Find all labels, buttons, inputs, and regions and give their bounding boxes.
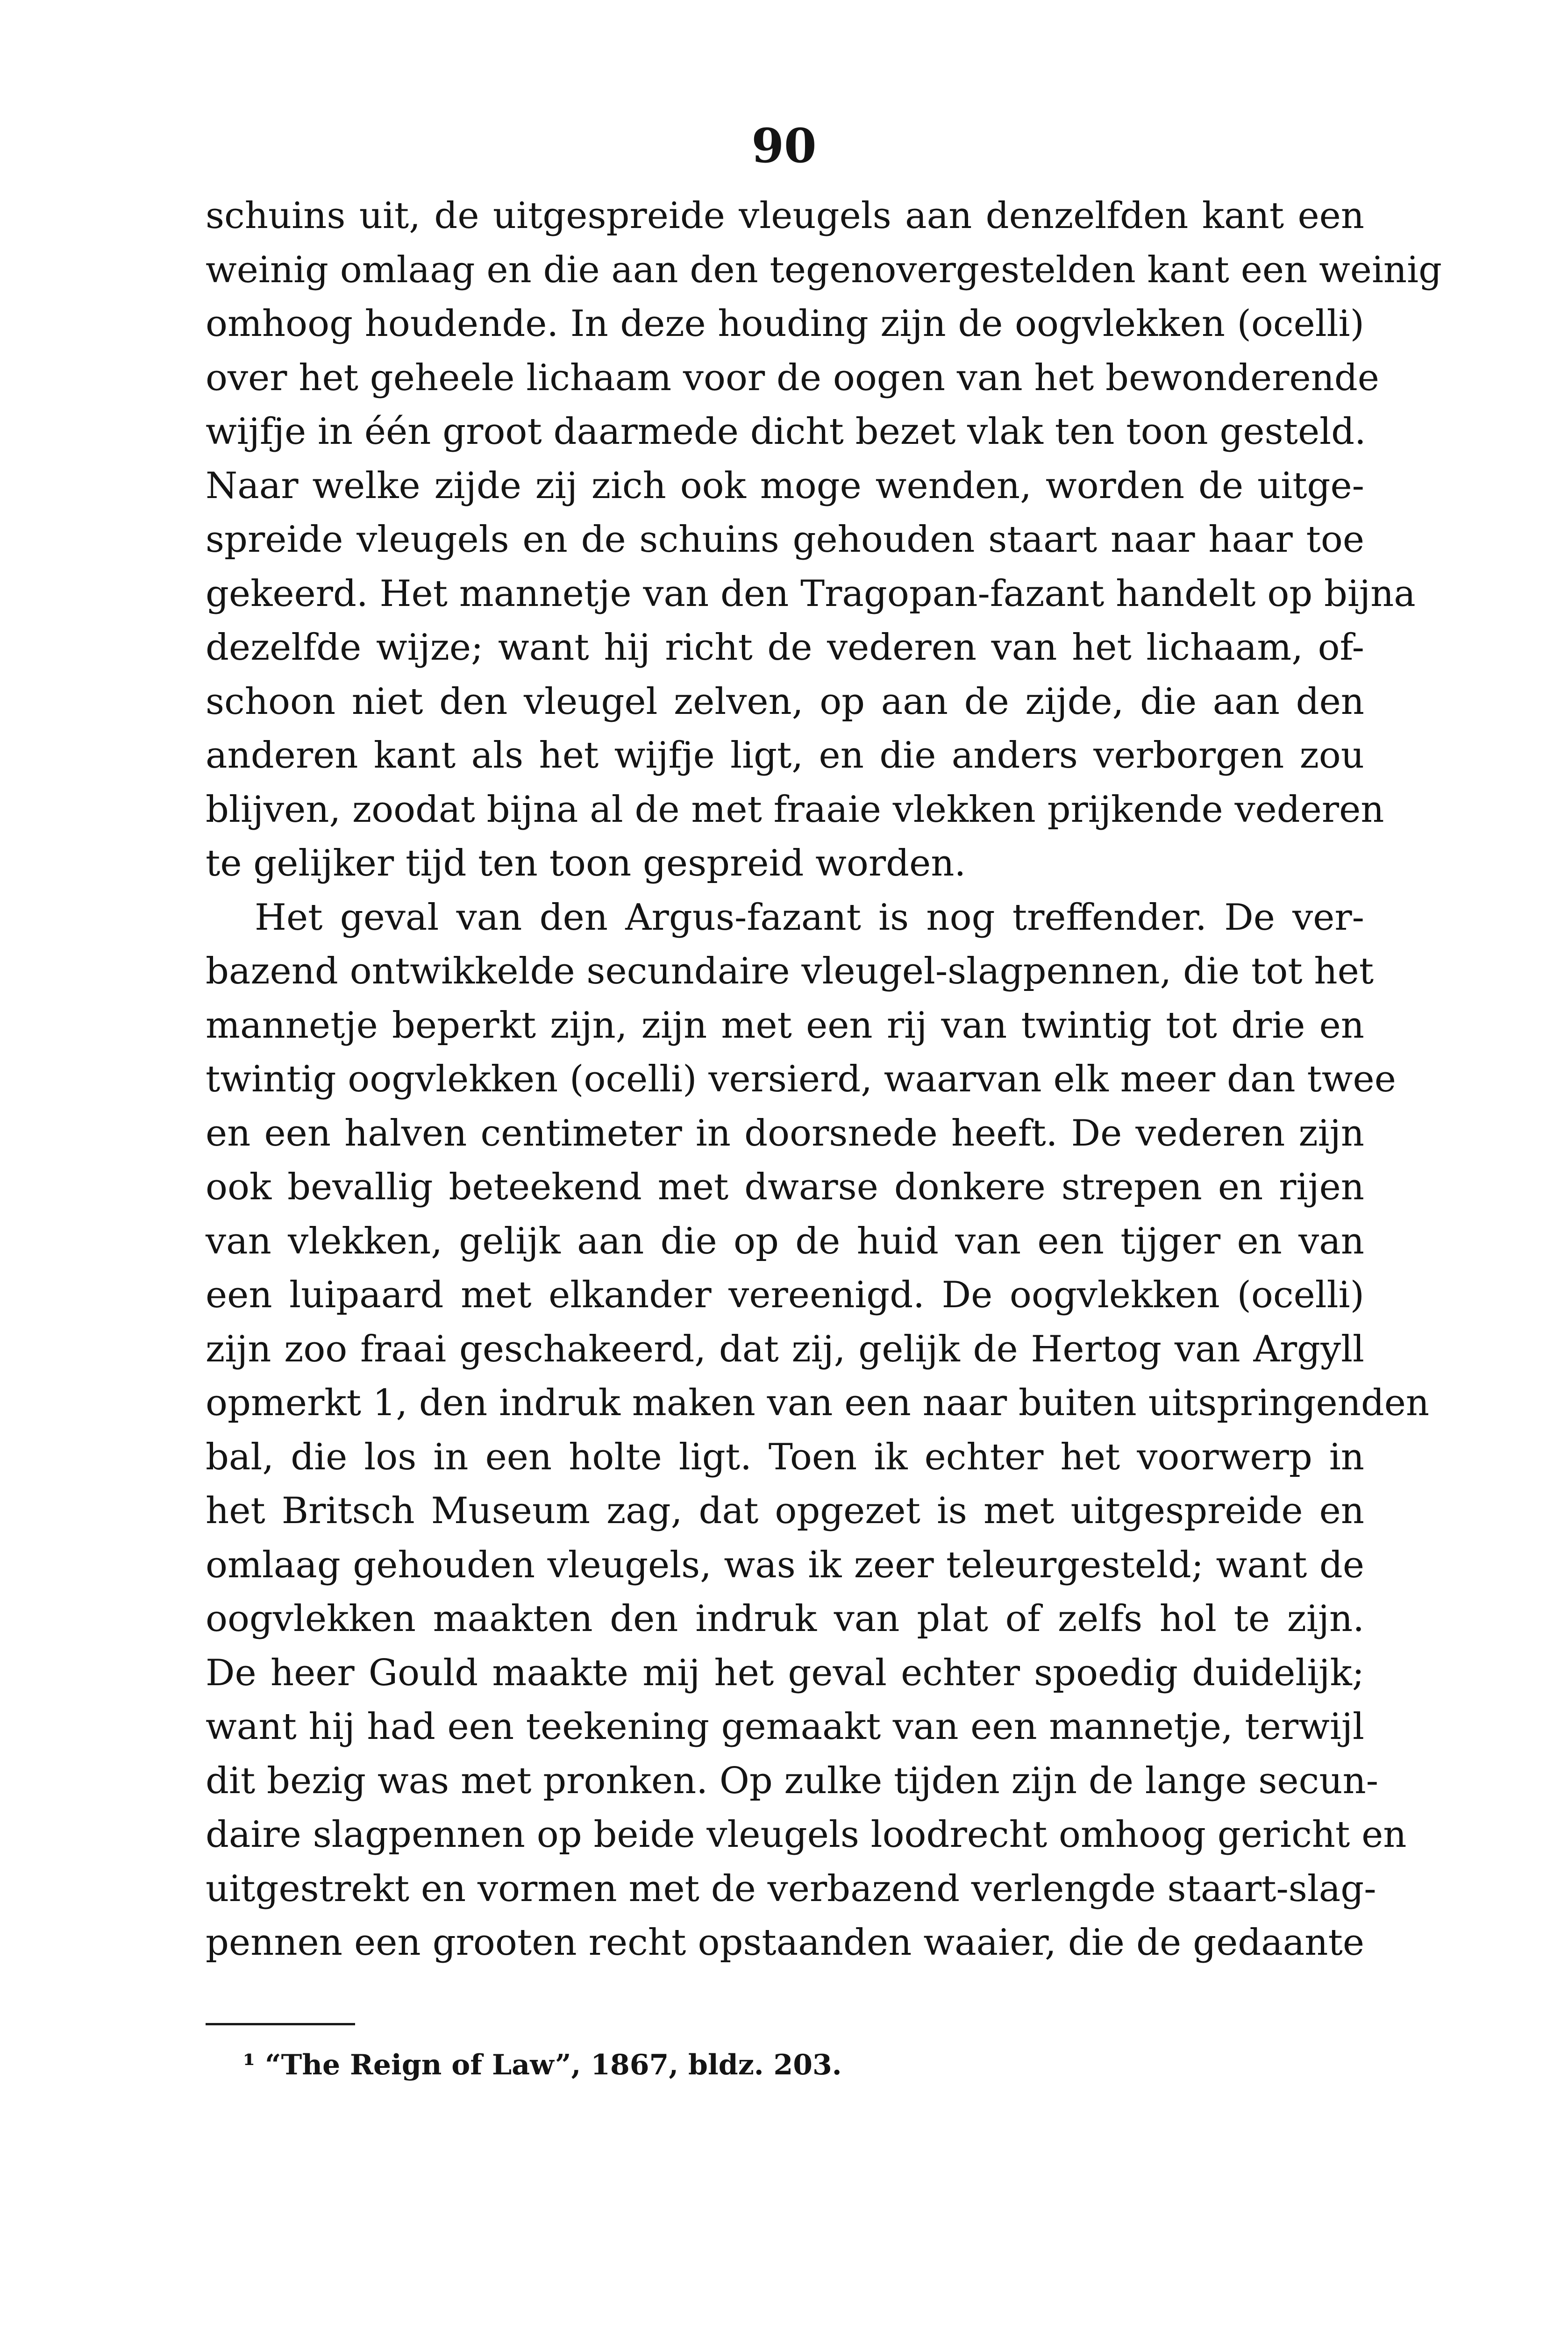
text-line: over het geheele lichaam voor de oogen van het bewonderende — [206, 356, 1379, 399]
page-number: 90 — [751, 118, 817, 173]
text-line: pennen een grooten recht opstaanden waaier, die de gedaante — [206, 1922, 1364, 1964]
text-line: te gelijker tijd ten toon gespreid worden. — [206, 842, 966, 884]
text-line: wijfje in één groot daarmede dicht bezet vlak ten toon gesteld. — [206, 411, 1366, 453]
text-line: spreide vleugels en de schuins gehouden staart naar haar toe — [206, 519, 1364, 561]
text-line: bazend ontwikkelde secundaire vleugel-slagpennen, die tot het — [206, 950, 1374, 992]
text-line: blijven, zoodat bijna al de met fraaie vlekken prijkende vederen — [206, 788, 1384, 831]
text-line: Naar welke zijde zij zich ook moge wenden, worden de uitge- — [206, 464, 1364, 507]
text-line: en een halven centimeter in doorsnede heeft. De vederen zijn — [206, 1112, 1364, 1154]
text-line: mannetje beperkt zijn, zijn met een rij van twintig tot drie en — [206, 1004, 1364, 1047]
text-line: ook bevallig beteekend met dwarse donkere strepen en rijen — [206, 1166, 1364, 1208]
text-line: weinig omlaag en die aan den tegenovergestelden kant een weinig — [206, 249, 1442, 291]
text-line: omlaag gehouden vleugels, was ik zeer teleurgesteld; want de — [206, 1544, 1364, 1586]
footnote-divider — [206, 2023, 355, 2025]
text-line: uitgestrekt en vormen met de verbazend verlengde staart-slag- — [206, 1867, 1376, 1910]
text-line: twintig oogvlekken (ocelli) versierd, waarvan elk meer dan twee — [206, 1058, 1396, 1100]
text-line: gekeerd. Het mannetje van den Tragopan-fazant handelt op bijna — [206, 572, 1416, 615]
text-line: schoon niet den vleugel zelven, op aan de zijde, die aan den — [206, 680, 1364, 723]
text-line: bal, die los in een holte ligt. Toen ik echter het voorwerp in — [206, 1436, 1364, 1478]
text-line: Het geval van den Argus-fazant is nog treffender. De ver- — [255, 896, 1364, 939]
text-line: van vlekken, gelijk aan die op de huid van een tijger en van — [206, 1220, 1364, 1262]
footnote: ¹ “The Reign of Law”, 1867, bldz. 203. — [243, 2049, 842, 2081]
body-text — [206, 189, 1442, 1970]
text-line: schuins uit, de uitgespreide vleugels aan denzelfden kant een — [206, 195, 1364, 237]
text-line: omhoog houdende. In deze houding zijn de oogvlekken (ocelli) — [206, 303, 1364, 345]
text-line: daire slagpennen op beide vleugels loodrecht omhoog gericht en — [206, 1814, 1407, 1856]
text-line: oogvlekken maakten den indruk van plat of zelfs hol te zijn. — [206, 1598, 1364, 1640]
text-line: een luipaard met elkander vereenigd. De oogvlekken (ocelli) — [206, 1274, 1364, 1316]
text-line: dezelfde wijze; want hij richt de vederen van het lichaam, of- — [206, 627, 1364, 669]
text-line: De heer Gould maakte mij het geval echter spoedig duidelijk; — [206, 1652, 1364, 1694]
text-line: want hij had een teekening gemaakt van een mannetje, terwijl — [206, 1706, 1364, 1748]
text-line: opmerkt 1, den indruk maken van een naar buiten uitspringenden — [206, 1382, 1430, 1424]
text-line: dit bezig was met pronken. Op zulke tijden zijn de lange secun- — [206, 1759, 1379, 1802]
text-line: zijn zoo fraai geschakeerd, dat zij, gelijk de Hertog van Argyll — [206, 1328, 1364, 1370]
text-line: het Britsch Museum zag, dat opgezet is met uitgespreide en — [206, 1490, 1364, 1532]
text-line: anderen kant als het wijfje ligt, en die anders verborgen zou — [206, 734, 1364, 776]
